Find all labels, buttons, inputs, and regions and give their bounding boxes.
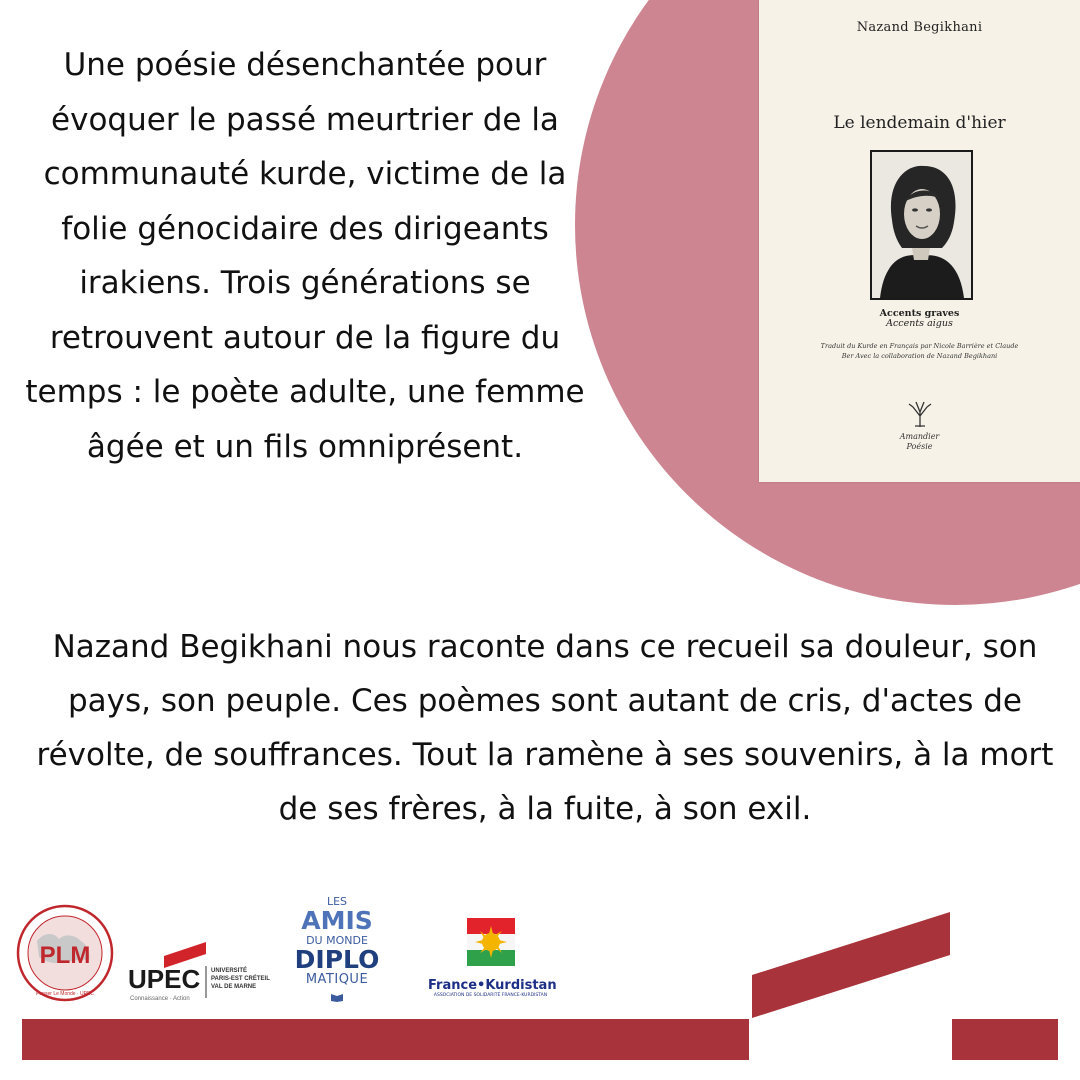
translation-credits: Traduit du Kurde en Français par Nicole Barrière et Claude Ber Avec la collaboration de Nazand Begikhani: [820, 342, 1019, 360]
upec-line1: UNIVERSITÉ: [211, 968, 248, 974]
author-portrait: [870, 150, 973, 300]
tree-icon: [905, 398, 935, 428]
collection-subtitle: Accents aigus: [886, 318, 953, 329]
upec-line3: VAL DE MARNE: [211, 984, 257, 990]
book-icon: [330, 992, 344, 1002]
upec-name: UPEC: [128, 964, 201, 994]
fk-sub: ASSOCIATION DE SOLIDARITÉ FRANCE-KURDISTAN: [433, 993, 548, 998]
description-paragraph: Nazand Begikhani nous raconte dans ce recueil sa douleur, son pays, son peuple. Ces poèmes sont autant de cris, d'actes de révolte, de souffrances. Tout la ramène à ses souvenirs, à la mort de ses frères, à la fuite, à son exil.: [36, 629, 1054, 827]
plm-ring-text: Penser Le Monde · UPEC: [36, 991, 94, 997]
book-title: Le lendemain d'hier: [833, 113, 1006, 133]
amis-diplo: DIPLO: [294, 945, 380, 974]
amis-matique: MATIQUE: [305, 972, 369, 987]
book-cover: [759, 0, 1080, 482]
upec-tagline: Connaissance · Action: [130, 996, 190, 1002]
plm-logo: [15, 903, 115, 1003]
upec-logo: [126, 938, 286, 1002]
amis-amis: AMIS: [301, 906, 373, 935]
amis-les: LES: [326, 895, 348, 908]
book-author: Nazand Begikhani: [856, 20, 983, 35]
amis-du-monde: DU MONDE: [306, 934, 368, 947]
sun-flag-icon: [461, 912, 521, 972]
intro-paragraph: Une poésie désenchantée pour évoquer le passé meurtrier de la communauté kurde, victime de la folie génocidaire des dirigeants irakiens. Trois générations se retrouvent autour de la figure du temps : le poète adulte, une femme âgée et un fils omniprésent.: [25, 47, 585, 465]
publisher-line1: Amandier: [899, 432, 940, 441]
plm-letters: PLM: [39, 942, 91, 969]
amis-diplo-logo: [288, 896, 386, 1008]
upec-line2: PARIS-EST CRÉTEIL: [211, 976, 270, 982]
collection-name: Accents graves: [879, 308, 960, 319]
fk-name: France•Kurdistan: [428, 978, 557, 993]
publisher-line2: Poésie: [906, 442, 933, 451]
publisher: [759, 432, 1080, 452]
france-kurdistan-logo: [428, 912, 557, 1004]
